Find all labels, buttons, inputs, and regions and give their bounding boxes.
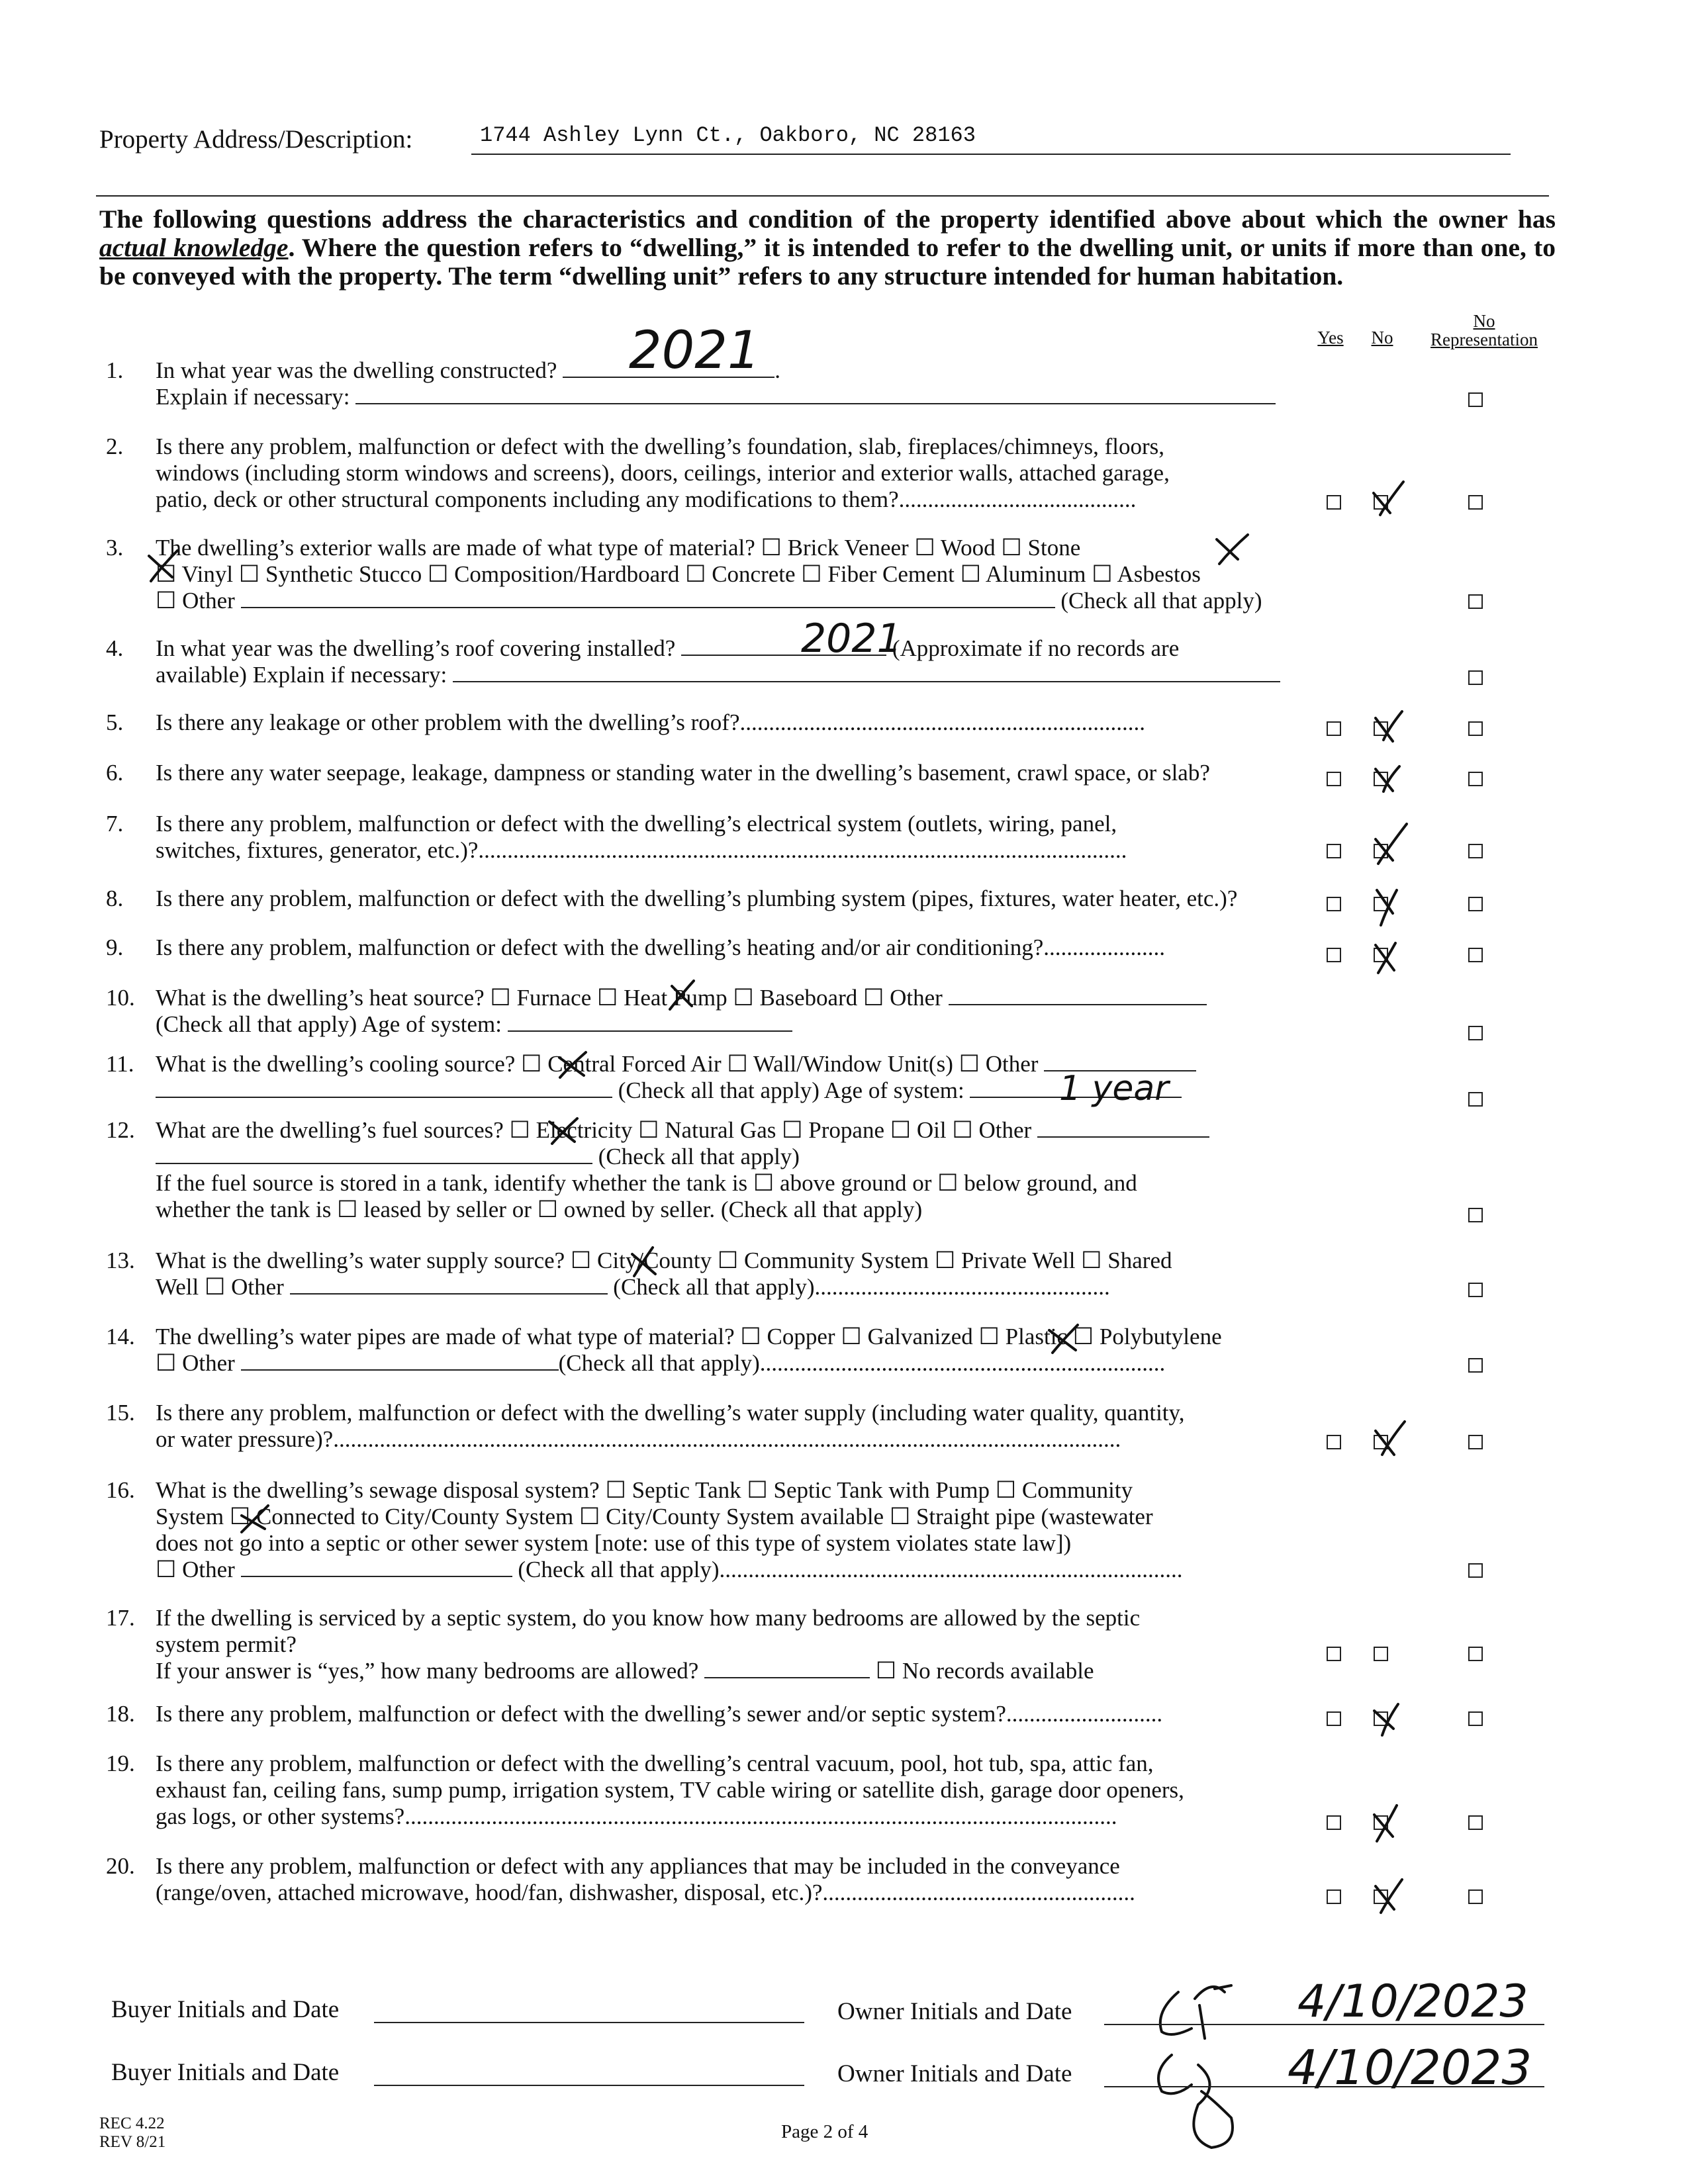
q20-num: 20. [106,1853,135,1879]
property-address-value[interactable]: 1744 Ashley Lynn Ct., Oakboro, NC 28163 [480,123,976,148]
q4-handwritten-year[interactable]: 2021 [801,615,902,662]
q12-num: 12. [106,1117,135,1143]
q6-num: 6. [106,760,124,786]
q18-text: Is there any problem, malfunction or defect with the dwelling’s sewer and/or septic system?........................... [156,1701,1163,1727]
q3-num: 3. [106,535,124,561]
form-revision: REV 8/21 [99,2133,166,2151]
q16-num: 16. [106,1477,135,1503]
q20-text: Is there any problem, malfunction or defect with any appliances that may be included in the conveyance (range/oven, attached microwave, hood/fan, dishwasher, disposal, etc.)?...................................................... [156,1853,1135,1905]
property-address-label: Property Address/Description: [99,125,413,154]
buyer-initials-label-2: Buyer Initials and Date [111,2059,340,2086]
form-code: REC 4.22 [99,2115,165,2132]
owner-date-2[interactable]: 4/10/2023 [1288,2040,1532,2095]
q11-handwritten-age[interactable]: 1 year [1059,1069,1169,1109]
q7-no-mark [1376,824,1407,864]
owner-date-1[interactable]: 4/10/2023 [1297,1976,1528,2028]
q12-electricity-mark [549,1118,577,1144]
q6-text: Is there any water seepage, leakage, dampness or standing water in the dwelling’s basement, crawl space, or slab? [156,760,1210,786]
q7-num: 7. [106,811,124,837]
col-norep-2: Representation [1430,330,1538,349]
col-no: No [1371,328,1393,347]
buyer-initials-line-2[interactable] [374,2085,804,2086]
q13-num: 13. [106,1248,135,1273]
q3-vinyl-mark [149,551,177,581]
q2-text: Is there any problem, malfunction or defect with the dwelling’s foundation, slab, fireplaces/chimneys, floors, windows (including storm windows and screens), doors, ceilings, interior and exterior walls, attached garage, patio, deck or other structural components including any modifications to them?......................................... [156,433,1170,512]
q13-citycounty-mark [632,1248,655,1276]
q5-no-mark [1376,711,1402,741]
q3-text: The dwelling’s exterior walls are made of what type of material? ☐ Brick Veneer ☐ Wood ☐ Stone ☐ Vinyl ☐ Synthetic Stucco ☐ Composition/Hardboard ☐ Concrete ☐ Fiber Cement ☐ Aluminum ☐ Asbestos ☐ Other (Check all that apply) [156,535,1262,614]
q16-text: What is the dwelling’s sewage disposal system? ☐ Septic Tank ☐ Septic Tank with Pump ☐ Community System ☐ Connected to City/County System ☐ City/County System available ☐ Straight pipe (wastewater does not go into a septic or other sewer system [note: use of this type of system violates state law]) ☐ Other (Check all that apply)................................................................................ [156,1477,1183,1582]
q4-text: In what year was the dwelling’s roof covering installed? (Approximate if no records are available) Explain if necessary: [156,635,1307,688]
owner-initials-1-mark [1160,1985,1231,2038]
q10-text: What is the dwelling’s heat source? ☐ Furnace ☐ Heat Pump ☐ Baseboard ☐ Other (Check all that apply) Age of system: [156,985,1307,1038]
q19-no-mark [1374,1805,1397,1841]
q17-num: 17. [106,1605,135,1631]
q15-text: Is there any problem, malfunction or defect with the dwelling’s water supply (including water quality, quantity, or water pressure)?........................................................................................................................................ [156,1400,1185,1452]
q1-num: 1. [106,357,124,383]
q15-no-mark [1376,1422,1405,1455]
q18-num: 18. [106,1701,135,1727]
q10-heatpump-mark [670,981,694,1009]
q18-no-mark [1374,1704,1398,1735]
q5-num: 5. [106,709,124,735]
q5-text: Is there any leakage or other problem with the dwelling’s roof?...................................................................... [156,709,1145,735]
q14-text: The dwelling’s water pipes are made of what type of material? ☐ Copper ☐ Galvanized ☐ Plastic ☐ Polybutylene ☐ Other (Check all that apply)...................................................................... [156,1324,1222,1376]
q3-stone-mark [1217,535,1248,564]
q11-text: What is the dwelling’s cooling source? ☐ Central Forced Air ☐ Wall/Window Unit(s) ☐ Other (Check all that apply) Age of system: [156,1051,1307,1104]
q8-text: Is there any problem, malfunction or defect with the dwelling’s plumbing system (pipes, fixtures, water heater, etc.)? [156,886,1238,911]
q13-text: What is the dwelling’s water supply source? ☐ City/County ☐ Community System ☐ Private Well ☐ Shared Well ☐ Other (Check all that apply)................................................... [156,1248,1172,1300]
q8-no-mark [1377,890,1397,925]
q11-central-air-mark [559,1052,586,1077]
q1-text: In what year was the dwelling constructed? . Explain if necessary: [156,357,1307,410]
q2-no-mark [1374,482,1403,515]
q11-num: 11. [106,1051,134,1077]
q19-num: 19. [106,1751,135,1776]
q9-no-mark [1376,943,1395,973]
q12-text: What are the dwelling’s fuel sources? ☐ Electricity ☐ Natural Gas ☐ Propane ☐ Oil ☐ Other (Check all that apply) If the fuel source is stored in a tank, identify whether the tank is ☐ above ground or ☐ below ground, and whether the tank is ☐ leased by seller or ☐ owned by seller. (Check all that apply) [156,1117,1307,1223]
owner-initials-2-mark [1158,2055,1233,2148]
q7-text: Is there any problem, malfunction or defect with the dwelling’s electrical system (outlets, wiring, panel, switches, fixtures, generator, etc.)?................................................................................................................ [156,811,1127,863]
q14-plastic-mark [1049,1325,1078,1353]
buyer-initials-line-1[interactable] [374,2022,804,2023]
q15-num: 15. [106,1400,135,1426]
q6-no-mark [1376,766,1399,792]
owner-initials-label-2: Owner Initials and Date [837,2060,1072,2087]
q8-num: 8. [106,886,124,911]
col-yes: Yes [1317,328,1344,347]
intro-paragraph: The following questions address the characteristics and condition of the property identified above about which the owner has actual knowledge. Where the question refers to “dwelling,” it is intended to refer to the dwelling unit, or units if more than one, to be conveyed with the property. The term “dwelling unit” refers to any structure intended for human habitation. [99,205,1556,291]
q4-num: 4. [106,635,124,661]
buyer-initials-label-1: Buyer Initials and Date [111,1996,340,2023]
q16-connected-mark [242,1506,268,1532]
q9-text: Is there any problem, malfunction or defect with the dwelling’s heating and/or air conditioning?..................... [156,934,1166,960]
q2-num: 2. [106,433,124,459]
q10-num: 10. [106,985,135,1011]
q9-num: 9. [106,934,124,960]
owner-initials-label-1: Owner Initials and Date [837,1998,1072,2025]
q14-num: 14. [106,1324,135,1349]
actual-knowledge-emphasis: actual knowledge [99,233,289,262]
col-norep-1: No [1473,311,1495,331]
q1-handwritten-year[interactable]: 2021 [629,321,761,381]
q19-text: Is there any problem, malfunction or defect with the dwelling’s central vacuum, pool, hot tub, spa, attic fan, exhaust fan, ceiling fans, sump pump, irrigation system, TV cable wiring or satellite dish, garage door openers, gas logs, or other systems?........................................................................................................................... [156,1751,1184,1829]
q20-no-mark [1376,1880,1402,1913]
q17-text: If the dwelling is serviced by a septic system, do you know how many bedrooms are allowed by the septic system permit? If your answer is “yes,” how many bedrooms are allowed? ☐ No records available [156,1605,1141,1684]
page-number: Page 2 of 4 [781,2121,868,2142]
